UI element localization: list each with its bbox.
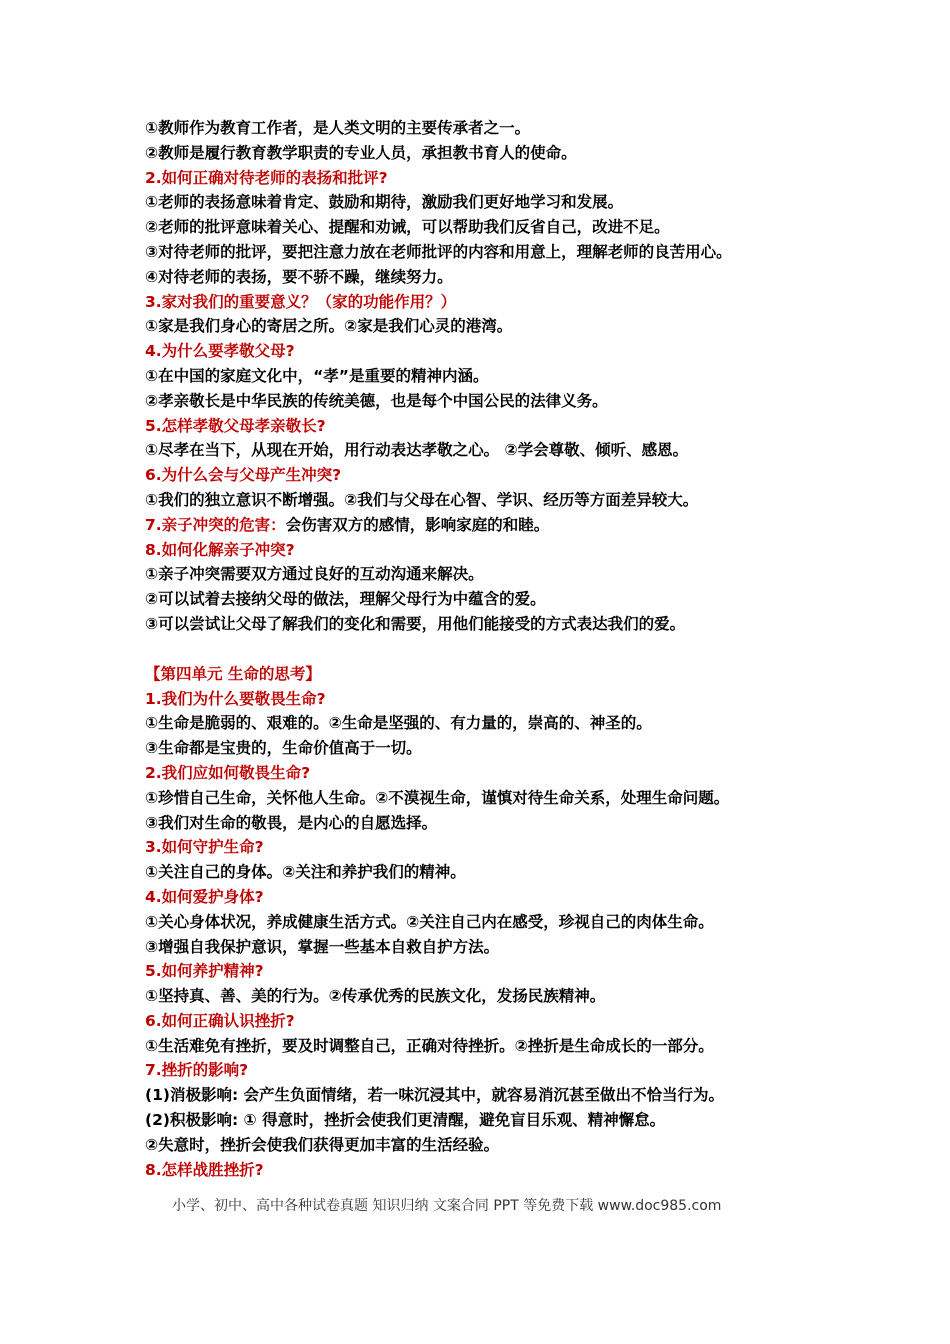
question-heading: 8.怎样战胜挫折? bbox=[145, 1160, 264, 1179]
answer-line: ①亲子冲突需要双方通过良好的互动沟通来解决。 bbox=[145, 565, 484, 584]
question-heading: 7.挫折的影响? bbox=[145, 1061, 249, 1080]
answer-line: ②老师的批评意味着关心、提醒和劝诫，可以帮助我们反省自己，改进不足。 bbox=[145, 218, 670, 237]
question-heading: 3.如何守护生命? bbox=[145, 838, 264, 857]
answer-line: ③生命都是宝贵的，生命价值高于一切。 bbox=[145, 739, 422, 758]
answer-line: ③增强自我保护意识，掌握一些基本自救自护方法。 bbox=[145, 937, 500, 956]
answer-line: ①生活难免有挫折，要及时调整自己，正确对待挫折。②挫折是生命成长的一部分。 bbox=[145, 1036, 714, 1055]
answer-line: ②孝亲敬长是中华民族的传统美德，也是每个中国公民的法律义务。 bbox=[145, 391, 608, 410]
question-heading: 4.如何爱护身体? bbox=[145, 887, 264, 906]
question-heading: 6.为什么会与父母产生冲突? bbox=[145, 466, 342, 485]
question-inline-answer: 会伤害双方的感情，影响家庭的和睦。 bbox=[285, 515, 550, 534]
answer-line: ③对待老师的批评，要把注意力放在老师批评的内容和用意上，理解老师的良苦用心。 bbox=[145, 242, 732, 261]
answer-line: ①关心身体状况，养成健康生活方式。②关注自己内在感受，珍视自己的肉体生命。 bbox=[145, 912, 714, 931]
answer-line: ①老师的表扬意味着肯定、鼓励和期待，激励我们更好地学习和发展。 bbox=[145, 193, 624, 212]
answer-line: ②教师是履行教育教学职责的专业人员，承担教书育人的使命。 bbox=[145, 143, 577, 162]
unit-title: 【第四单元 生命的思考】 bbox=[145, 664, 321, 683]
answer-line: ④对待老师的表扬，要不骄不躁，继续努力。 bbox=[145, 267, 453, 286]
question-heading: 6.如何正确认识挫折? bbox=[145, 1011, 295, 1030]
question-heading: 5.如何养护精神? bbox=[145, 962, 264, 981]
answer-line: ①在中国的家庭文化中，“孝”是重要的精神内涵。 bbox=[145, 366, 489, 385]
document-content bbox=[145, 116, 865, 1182]
answer-line: (2)积极影响: ① 得意时，挫折会使我们更清醒，避免盲目乐观、精神懈怠。 bbox=[145, 1111, 666, 1130]
question-inline bbox=[145, 513, 865, 538]
section-gap bbox=[145, 637, 865, 662]
answer-line: ②失意时，挫折会使我们获得更加丰富的生活经验。 bbox=[145, 1135, 500, 1154]
answer-line: ①坚持真、善、美的行为。②传承优秀的民族文化，发扬民族精神。 bbox=[145, 987, 606, 1006]
question-heading: 2.我们应如何敬畏生命? bbox=[145, 763, 311, 782]
question-label: 7.亲子冲突的危害： bbox=[145, 515, 286, 534]
answer-line: ①教师作为教育工作者，是人类文明的主要传承者之一。 bbox=[145, 119, 531, 137]
answer-line: ①关注自己的身体。②关注和养护我们的精神。 bbox=[145, 863, 466, 882]
answer-line: ①我们的独立意识不断增强。②我们与父母在心智、学识、经历等方面差异较大。 bbox=[145, 490, 699, 509]
footer-text: 小学、初中、高中各种试卷真题 知识归纳 文案合同 PPT 等免费下载 www.doc985.com bbox=[172, 1198, 722, 1214]
answer-line: ①尽孝在当下，从现在开始，用行动表达孝敬之心。 ②学会尊敬、倾听、感恩。 bbox=[145, 441, 689, 460]
answer-line: ③我们对生命的敬畏，是内心的自愿选择。 bbox=[145, 813, 438, 832]
question-heading: 2.如何正确对待老师的表扬和批评? bbox=[145, 168, 388, 187]
answer-line: (1)消极影响: 会产生负面情绪，若一味沉浸其中，就容易消沉甚至做出不恰当行为。 bbox=[145, 1086, 725, 1105]
question-heading: 8.如何化解亲子冲突? bbox=[145, 540, 295, 559]
answer-line: ①家是我们身心的寄居之所。②家是我们心灵的港湾。 bbox=[145, 317, 513, 336]
question-heading: 4.为什么要孝敬父母? bbox=[145, 342, 295, 361]
answer-line: ③可以尝试让父母了解我们的变化和需要，用他们能接受的方式表达我们的爱。 bbox=[145, 614, 686, 633]
answer-line: ②可以试着去接纳父母的做法，理解父母行为中蕴含的爱。 bbox=[145, 590, 546, 609]
question-heading: 1.我们为什么要敬畏生命? bbox=[145, 689, 326, 708]
question-heading: 3.家对我们的重要意义？（家的功能作用？） bbox=[145, 292, 457, 311]
question-heading: 5.怎样孝敬父母孝亲敬长? bbox=[145, 416, 326, 435]
answer-line: ①生命是脆弱的、艰难的。②生命是坚强的、有力量的，崇高的、神圣的。 bbox=[145, 714, 652, 733]
answer-line: ①珍惜自己生命，关怀他人生命。②不漠视生命，谨慎对待生命关系，处理生命问题。 bbox=[145, 788, 730, 807]
